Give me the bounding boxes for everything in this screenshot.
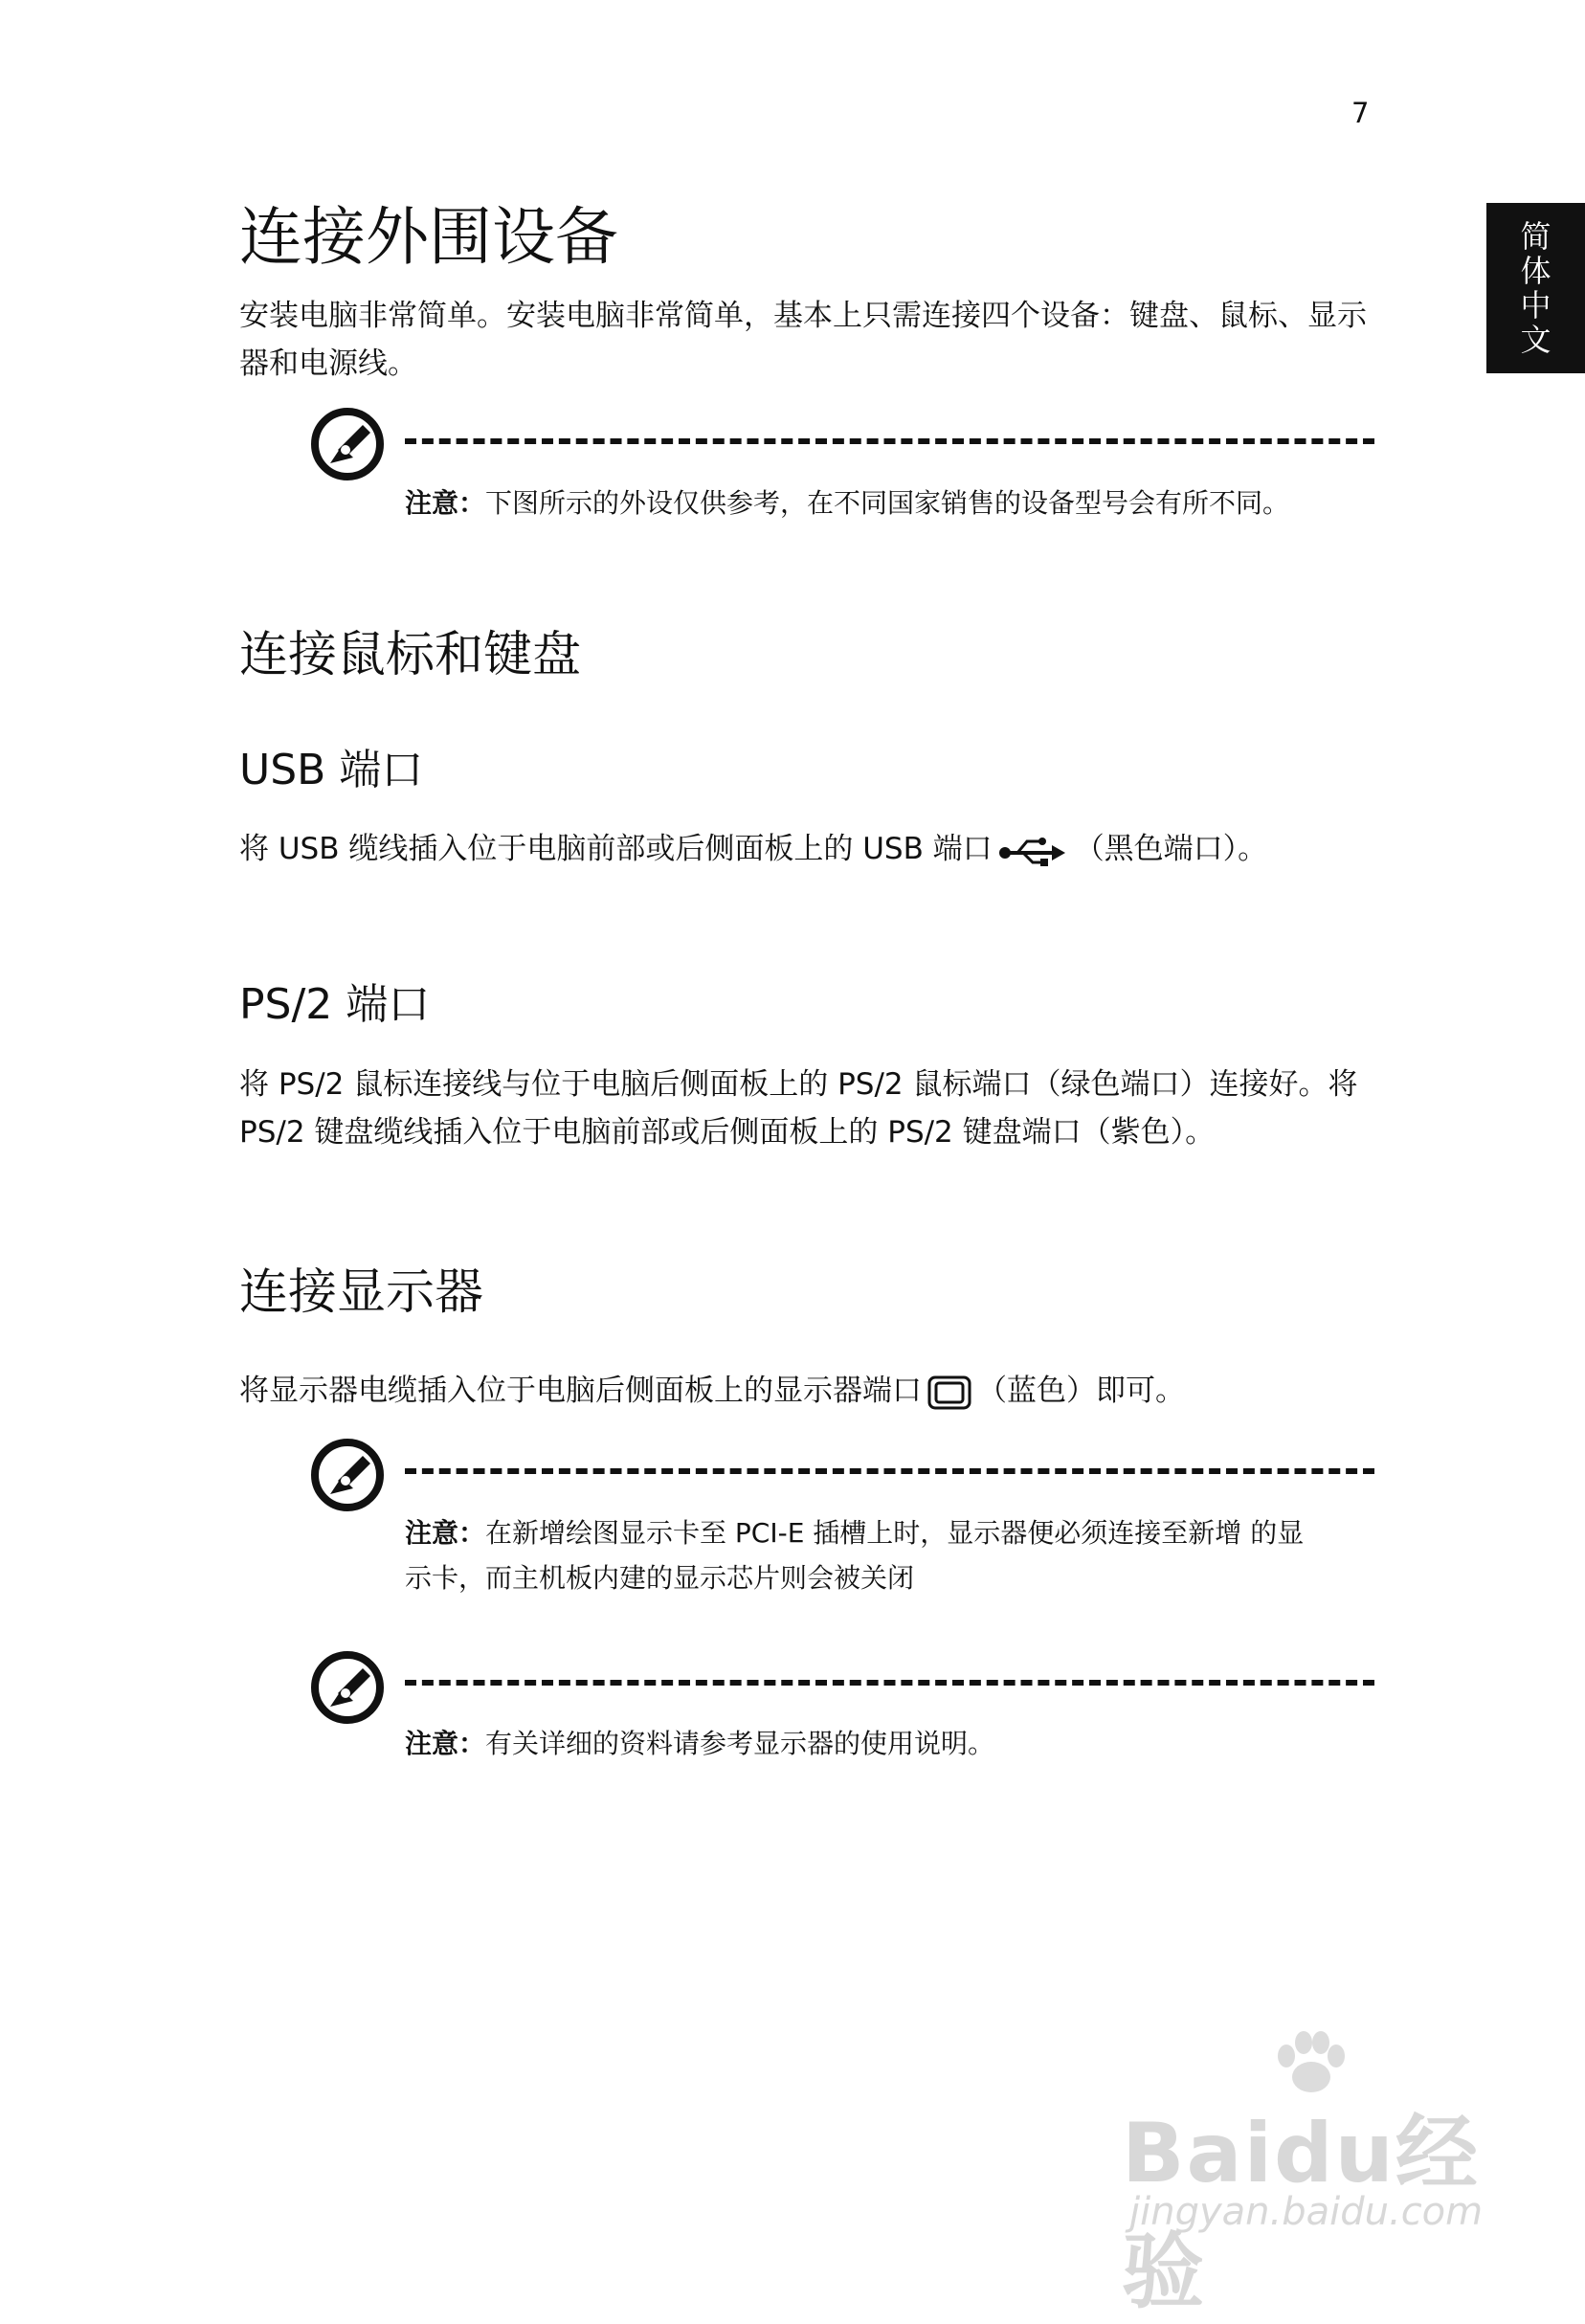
language-tab-char: 文 (1520, 322, 1552, 358)
display-text-suffix: （蓝色）即可。 (977, 1374, 1185, 1408)
section-heading-display: 连接显示器 (239, 1264, 484, 1321)
subsection-heading-usb: USB 端口 (239, 746, 424, 794)
intro-paragraph: 安装电脑非常简单。安装电脑非常简单，基本上只需连接四个设备：键盘、鼠标、显示器和电源线。 (239, 299, 1367, 381)
language-tab-char: 中 (1520, 287, 1552, 324)
note-divider (405, 1468, 1374, 1474)
watermark-brand: Baidu经验 (1122, 2106, 1480, 2320)
note-body: 有关详细的资料请参考显示器的使用说明。 (485, 1728, 995, 1759)
usb-icon (998, 836, 1069, 866)
watermark-url: jingyan.baidu.com (1129, 2190, 1484, 2234)
usb-text: 将 USB 缆线插入位于电脑前部或后侧面板上的 USB 端口 (239, 832, 993, 866)
display-text: 将显示器电缆插入位于电脑后侧面板上的显示器端口 (239, 1374, 922, 1408)
baidu-watermark (1122, 2029, 1495, 2320)
monitor-port-icon (927, 1375, 971, 1410)
note-divider (405, 1680, 1374, 1686)
note-text (405, 1721, 1343, 1766)
page-number: 7 (1351, 97, 1370, 129)
subsection-heading-ps2: PS/2 端口 (239, 980, 431, 1029)
note-body: 在新增绘图显示卡至 PCI-E 插槽上时，显示器便必须连接至新增 的显示卡，而主机板内建的显示芯片则会被关闭 (405, 1517, 1305, 1594)
ps2-paragraph: 将 PS/2 鼠标连接线与位于电脑后侧面板上的 PS/2 鼠标端口（绿色端口）连接好。将 PS/2 键盘缆线插入位于电脑前部或后侧面板上的 PS/2 键盘端口（紫色）。 (239, 1067, 1358, 1150)
note-text (405, 480, 1343, 525)
note-divider (405, 438, 1374, 444)
note-label: 注意： (405, 487, 486, 519)
note-pen-icon (309, 1437, 388, 1513)
language-tab (1486, 203, 1585, 373)
display-paragraph (239, 1367, 1369, 1415)
note-text (405, 1510, 1324, 1600)
note-label: 注意： (405, 1517, 486, 1549)
note-pen-icon (309, 1649, 388, 1726)
note-pen-icon (309, 406, 388, 482)
usb-text-suffix: （黑色端口）。 (1074, 832, 1268, 866)
usb-paragraph (239, 825, 1292, 873)
language-tab-char: 简 (1520, 218, 1552, 255)
page-title: 连接外围设备 (239, 200, 618, 274)
language-tab-char: 体 (1520, 253, 1552, 289)
section-heading-mouse-keyboard: 连接鼠标和键盘 (239, 627, 582, 683)
note-body: 下图所示的外设仅供参考，在不同国家销售的设备型号会有所不同。 (485, 487, 1290, 519)
note-label: 注意： (405, 1728, 486, 1759)
